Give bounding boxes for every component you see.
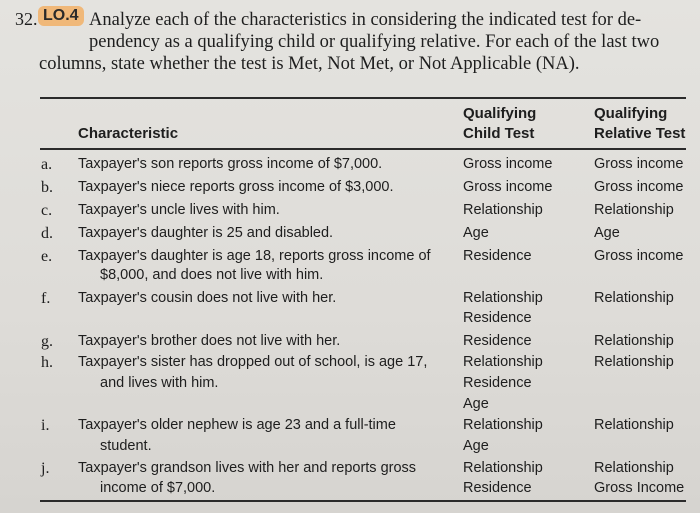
row-child-test: Residence — [463, 248, 532, 264]
row-relative-test: Gross income — [594, 156, 684, 172]
header-relative-test — [594, 104, 685, 144]
row-characteristic: Taxpayer's niece reports gross income of $3,000. — [78, 179, 394, 195]
row-relative-test: Relationship — [594, 290, 674, 306]
header-relative-line2: Relative Test — [594, 125, 686, 142]
row-characteristic: Taxpayer's cousin does not live with her. — [78, 290, 337, 306]
row-child-test: Residence — [463, 333, 532, 349]
row-characteristic: Taxpayer's grandson lives with her and reports gross — [78, 460, 417, 476]
row-characteristic: Taxpayer's sister has dropped out of school, is age 17, — [78, 354, 428, 370]
row-child-test: Relationship — [463, 460, 543, 476]
row-characteristic: Taxpayer's brother does not live with her. — [78, 333, 341, 349]
row-letter: j. — [41, 460, 50, 477]
question-number: 32. — [15, 9, 38, 29]
header-child-line1: Qualifying — [463, 105, 537, 122]
row-child-test: Age — [463, 225, 489, 241]
row-letter: c. — [41, 202, 53, 219]
row-child-test: Residence — [463, 310, 532, 326]
row-relative-test: Gross income — [594, 248, 684, 264]
prompt-line: columns, state whether the test is Met, Not Met, or Not Applicable (NA). — [39, 54, 580, 74]
row-letter: e. — [41, 248, 53, 265]
prompt-line: Analyze each of the characteristics in considering the indicated test for de- — [89, 10, 642, 30]
row-letter: g. — [41, 333, 53, 350]
header-characteristic: Characteristic — [78, 125, 179, 142]
header-child-test — [463, 104, 536, 144]
row-characteristic-cont: student. — [100, 438, 152, 454]
row-characteristic: Taxpayer's uncle lives with him. — [78, 202, 280, 218]
prompt-line: pendency as a qualifying child or qualifying relative. For each of the last two — [89, 32, 660, 52]
row-relative-test: Relationship — [594, 460, 674, 476]
row-characteristic-cont: $8,000, and does not live with him. — [100, 267, 324, 283]
row-characteristic-cont: and lives with him. — [100, 375, 219, 391]
row-letter: d. — [41, 225, 53, 242]
row-child-test: Relationship — [463, 354, 543, 370]
header-relative-line1: Qualifying — [594, 105, 668, 122]
row-child-test: Residence — [463, 375, 532, 391]
row-child-test: Relationship — [463, 202, 543, 218]
table-top-rule — [40, 97, 686, 99]
row-relative-test: Relationship — [594, 333, 674, 349]
row-child-test: Residence — [463, 480, 532, 496]
row-characteristic: Taxpayer's daughter is 25 and disabled. — [78, 225, 334, 241]
row-relative-test: Relationship — [594, 354, 674, 370]
row-relative-test: Gross income — [594, 179, 684, 195]
row-letter: a. — [41, 156, 53, 173]
row-child-test: Relationship — [463, 290, 543, 306]
row-relative-test: Gross Income — [594, 480, 685, 496]
table-bottom-rule — [40, 500, 686, 502]
row-relative-test: Age — [594, 225, 620, 241]
row-characteristic: Taxpayer's son reports gross income of $7,000. — [78, 156, 383, 172]
table-header-rule — [40, 148, 686, 150]
learning-objective-badge: LO.4 — [38, 6, 84, 26]
row-child-test: Age — [463, 396, 489, 412]
row-letter: i. — [41, 417, 50, 434]
row-letter: f. — [41, 290, 51, 307]
header-child-line2: Child Test — [463, 125, 535, 142]
row-child-test: Relationship — [463, 417, 543, 433]
row-characteristic: Taxpayer's daughter is age 18, reports gross income of — [78, 248, 431, 264]
row-child-test: Gross income — [463, 156, 553, 172]
row-relative-test: Relationship — [594, 417, 674, 433]
row-child-test: Gross income — [463, 179, 553, 195]
row-relative-test: Relationship — [594, 202, 674, 218]
row-characteristic: Taxpayer's older nephew is age 23 and a full-time — [78, 417, 396, 433]
row-letter: b. — [41, 179, 53, 196]
row-characteristic-cont: income of $7,000. — [100, 480, 216, 496]
row-child-test: Age — [463, 438, 489, 454]
row-letter: h. — [41, 354, 53, 371]
